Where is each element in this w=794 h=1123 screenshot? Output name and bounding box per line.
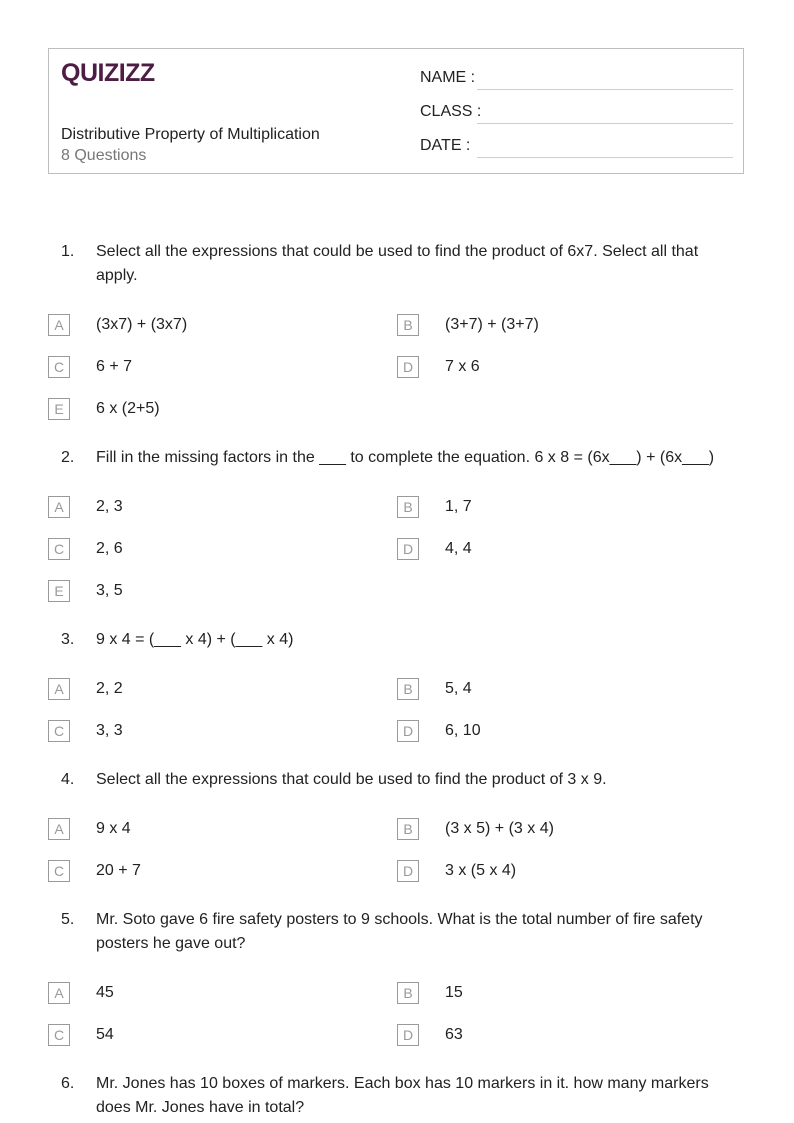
- option-letter[interactable]: A: [48, 314, 70, 336]
- option-letter[interactable]: C: [48, 538, 70, 560]
- option-text: 3 x (5 x 4): [445, 862, 517, 879]
- option-text: (3 x 5) + (3 x 4): [445, 820, 554, 837]
- option-text: 20 + 7: [96, 862, 141, 879]
- option-text: 5, 4: [445, 680, 472, 697]
- question-text: Select all the expressions that could be used to find the product of 3 x 9.: [96, 771, 607, 788]
- option-text: 1, 7: [445, 498, 472, 515]
- option-text: 2, 2: [96, 680, 123, 697]
- option-letter[interactable]: B: [397, 678, 419, 700]
- option-letter[interactable]: B: [397, 818, 419, 840]
- option-text: 7 x 6: [445, 358, 480, 375]
- option-text: (3x7) + (3x7): [96, 316, 188, 333]
- worksheet-title: Distributive Property of Multiplication: [61, 126, 320, 143]
- question-count: 8 Questions: [61, 147, 147, 164]
- option-letter[interactable]: D: [397, 538, 419, 560]
- option-letter[interactable]: D: [397, 356, 419, 378]
- option-text: 45: [96, 984, 114, 1001]
- option-letter[interactable]: C: [48, 1024, 70, 1046]
- question-number: 6.: [61, 1075, 75, 1092]
- option-text: 2, 6: [96, 540, 123, 557]
- question-number: 1.: [61, 243, 75, 260]
- option-letter[interactable]: A: [48, 496, 70, 518]
- question-text: Select all the expressions that could be used to find the product of 6x7. Select all that apply.: [96, 243, 699, 284]
- question-number: 4.: [61, 771, 75, 788]
- option-text: 6, 10: [445, 722, 481, 739]
- question-number: 3.: [61, 631, 75, 648]
- option-text: 9 x 4: [96, 820, 131, 837]
- class-label: CLASS :: [420, 103, 482, 120]
- option-text: 54: [96, 1026, 114, 1043]
- option-text: 63: [445, 1026, 463, 1043]
- question-number: 5.: [61, 911, 75, 928]
- option-letter[interactable]: B: [397, 982, 419, 1004]
- quizizz-logo: QUIZIZZ: [61, 59, 155, 87]
- option-letter[interactable]: C: [48, 720, 70, 742]
- worksheet-header: [48, 48, 744, 174]
- option-letter[interactable]: C: [48, 860, 70, 882]
- class-line: [477, 123, 733, 124]
- date-label: DATE :: [420, 137, 471, 154]
- option-text: 15: [445, 984, 463, 1001]
- option-letter[interactable]: A: [48, 818, 70, 840]
- question-text: Mr. Jones has 10 boxes of markers. Each box has 10 markers in it. how many markers does Mr. Jones have in total?: [96, 1075, 709, 1116]
- option-text: 3, 3: [96, 722, 123, 739]
- option-letter[interactable]: E: [48, 580, 70, 602]
- option-letter[interactable]: D: [397, 1024, 419, 1046]
- question-text: 9 x 4 = (___ x 4) + (___ x 4): [96, 631, 294, 648]
- option-letter[interactable]: D: [397, 860, 419, 882]
- option-text: 6 + 7: [96, 358, 133, 375]
- name-line: [477, 89, 733, 90]
- option-letter[interactable]: E: [48, 398, 70, 420]
- option-letter[interactable]: C: [48, 356, 70, 378]
- name-label: NAME :: [420, 69, 476, 86]
- question-number: 2.: [61, 449, 75, 466]
- option-letter[interactable]: D: [397, 720, 419, 742]
- option-letter[interactable]: B: [397, 314, 419, 336]
- option-text: 4, 4: [445, 540, 472, 557]
- option-letter[interactable]: A: [48, 678, 70, 700]
- option-letter[interactable]: A: [48, 982, 70, 1004]
- option-letter[interactable]: B: [397, 496, 419, 518]
- option-text: (3+7) + (3+7): [445, 316, 539, 333]
- date-line: [477, 157, 733, 158]
- option-text: 3, 5: [96, 582, 123, 599]
- question-text: Fill in the missing factors in the ___ to complete the equation. 6 x 8 = (6x___) + (6x___): [96, 449, 715, 466]
- option-text: 6 x (2+5): [96, 400, 160, 417]
- question-text: Mr. Soto gave 6 fire safety posters to 9 schools. What is the total number of fire safety posters he gave out?: [96, 911, 703, 952]
- option-text: 2, 3: [96, 498, 123, 515]
